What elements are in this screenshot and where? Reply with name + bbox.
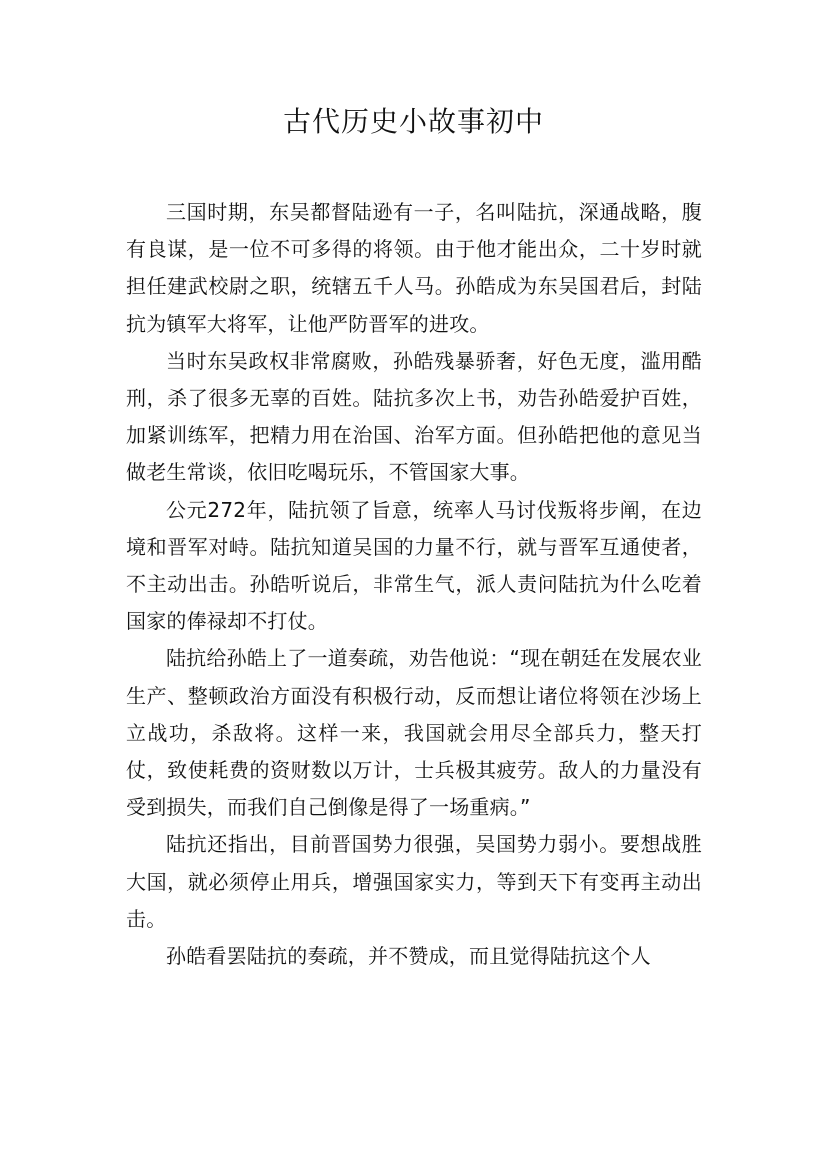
paragraph: 公元272年，陆抗领了旨意，统率人马讨伐叛将步阐，在边境和晋军对峙。陆抗知道吴国的力量不行，就与晋军互通使者，不主动出击。孙皓听说后，非常生气，派人责问陆抗为什么吃着国家的俸禄却不打仗。 xyxy=(126,497,702,634)
paragraph: 孙皓看罢陆抗的奏疏，并不赞成，而且觉得陆抗这个人 xyxy=(166,944,651,969)
paragraph: 陆抗给孙皓上了一道奏疏，劝告他说：“现在朝廷在发展农业生产、整顿政治方面没有积极行动，反而想让诸位将领在沙场上立战功，杀敌将。这样一来，我国就会用尽全部兵力，整天打仗，致使耗费的资财数以万计，士兵极其疲劳。敌人的力量没有受到损失，而我们自己倒像是得了一场重病。” xyxy=(126,646,702,820)
paragraph: 当时东吴政权非常腐败，孙皓残暴骄奢，好色无度，滥用酷刑，杀了很多无辜的百姓。陆抗多次上书，劝告孙皓爱护百姓，加紧训练军，把精力用在治国、治军方面。但孙皓把他的意见当做老生常谈，依旧吃喝玩乐，不管国家大事。 xyxy=(126,348,702,485)
paragraph: 三国时期，东吴都督陆逊有一子，名叫陆抗，深通战略，腹有良谋，是一位不可多得的将领。由于他才能出众，二十岁时就担任建武校尉之职，统辖五千人马。孙皓成为东吴国君后，封陆抗为镇军大将军，让他严防晋军的进攻。 xyxy=(126,200,702,336)
document-title: 古代历史小故事初中 xyxy=(282,105,544,138)
document-body xyxy=(126,194,702,975)
paragraph: 陆抗还指出，目前晋国势力很强，吴国势力弱小。要想战胜大国，就必须停止用兵，增强国家实力，等到天下有变再主动出击。 xyxy=(126,832,702,931)
